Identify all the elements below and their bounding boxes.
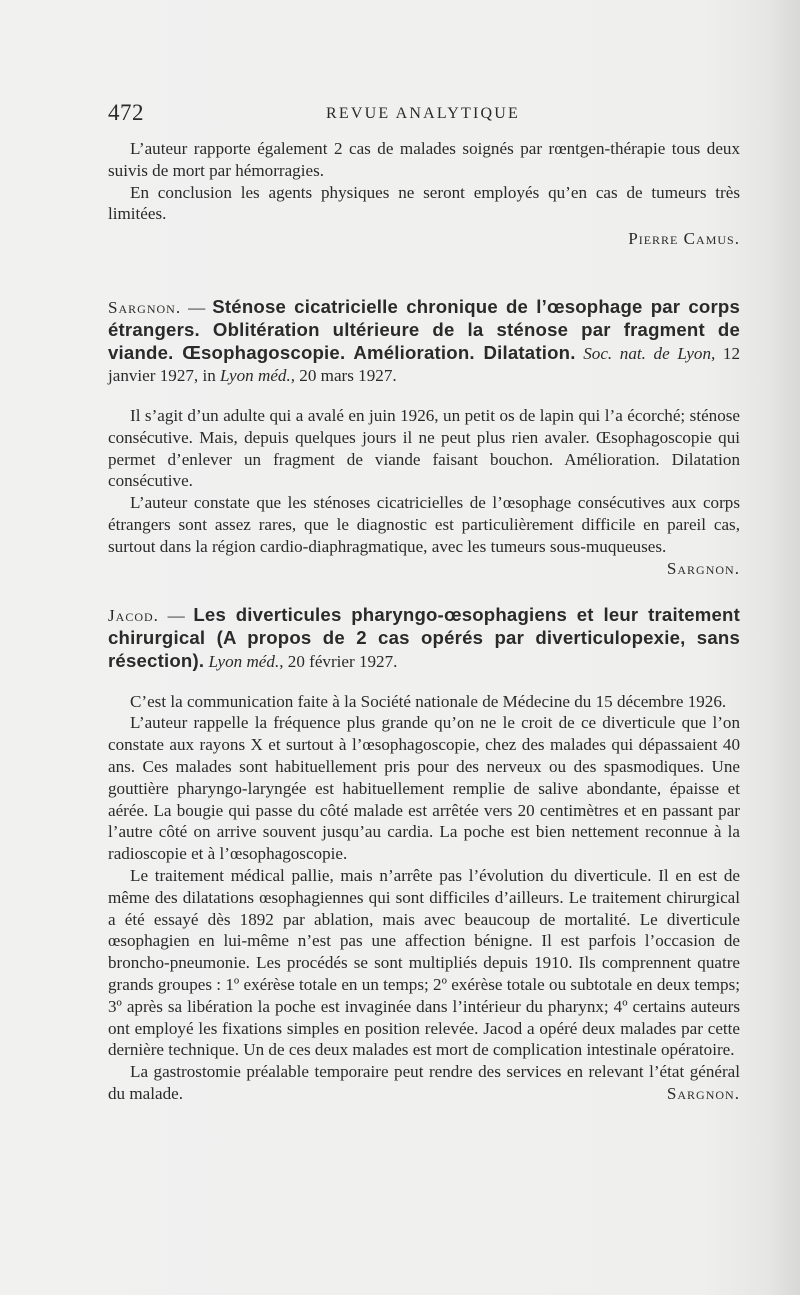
paragraph-with-signature [108,492,740,578]
entry-reference-date: 12 janvier 1927, in [108,343,741,385]
entry-heading [108,296,740,387]
review-signature [108,228,740,250]
review-entry-sargnon [108,295,741,578]
paragraph: L’auteur rapporte également 2 cas de malades soignés par rœntgen-thérapie tous deux suivis de mort par hémorragies. [108,139,740,180]
entry-author: Jacod. [108,605,159,625]
previous-review-end [108,138,740,250]
entry-reference-journal: Soc. nat. de Lyon, [583,343,716,363]
paragraph: Il s’agit d’un adulte qui a avalé en juin 1926, un petit os de lapin qui l’a écorché; sténose consécutive. Mais, depuis quelques jours il ne peut plus rien avaler. Œsophagoscopie qui permet d’enlever un fragment de viande faisant bouchon. Amélioration. Dilatation consécutive. [108,405,740,491]
entry-reference-journal: Lyon méd., [208,651,284,671]
entry-reference-date: 20 février 1927. [283,651,398,671]
paragraph: L’auteur rappelle la fréquence plus grande qu’on ne le croit de ce diverticule que l’on constate aux rayons X et surtout à l’œsophagoscopie, chez des malades qui dépassaient 40 ans. Ces malades sont habituellement pris pour des nerveux ou des spasmodiques. Une gouttière pharyngo-laryngée est habituellement remplie de salive abondante, épaisse et aérée. La bougie qui passe du côté malade est arrêtée vers 20 centimètres et en passant par l’autre côté on arrive souvent jusqu’au cardia. La poche est bien nettement reconnue à la radioscopie et à l’œsophagoscopie. [108,713,740,864]
page-number: 472 [108,100,144,125]
entry-author: Sargnon. [108,297,182,317]
entry-dash: — [181,297,213,317]
entry-dash: — [158,605,194,625]
page-body [108,138,740,1105]
paragraph-text: La gastrostomie préalable temporaire peut rendre des services en relevant l’état général du malade. [108,1062,740,1103]
page-header [108,100,738,130]
paragraph: Le traitement médical pallie, mais n’arrête pas l’évolution du diverticule. Il en est de même des dilatations œsophagiennes qui sont difficiles d’ailleurs. Le traitement chirurgical a été essayé dès 1892 par ablation, mais avec beaucoup de mortalité. Le diverticule œsophagien en lui-même n’est pas une affection bénigne. Il est parfois l’occasion de broncho-pneumonie. Les procédés se sont multipliés depuis 1910. Ils comprennent quatre grands groupes : 1º exérèse totale en un temps; 2º exérèse totale ou subtotale en deux temps; 3º après sa libération la poche est invaginée dans l’intérieur du pharynx; 4º certains auteurs ont employé les fixations simples en position relevée. Jacod a opéré deux malades par cette dernière technique. Un de ces deux malades est mort de complication intestinale opératoire. [108,865,740,1060]
paragraph-with-signature [108,1061,740,1105]
review-signature: Sargnon. [666,1083,740,1103]
entry-title: Sténose cicatricielle chronique de l’œsophage par corps étrangers. Oblitération ultérieure de la sténose par fragment de viande. Œsophagoscopie. Amélioration. Dilatation. [108,295,740,363]
running-title: REVUE ANALYTIQUE [325,105,521,122]
entry-reference-journal-2: Lyon méd., [220,365,296,385]
paragraph: En conclusion les agents physiques ne seront employés qu’en cas de tumeurs très limitées. [108,182,740,224]
review-signature: Sargnon. [666,558,740,578]
signature-text: Pierre Camus. [628,229,740,249]
paragraph-text: L’auteur constate que les sténoses cicatricielles de l’œsophage consécutives aux corps étrangers sont assez rares, que le diagnostic est particulièrement difficile en pareil cas, surtout dans la région cardio-diaphragmatique, avec les tumeurs sous-muqueuses. [108,493,740,556]
review-entry-jacod [108,604,740,1105]
entry-heading [108,604,740,673]
entry-reference-date-2: 20 mars 1927. [295,365,397,385]
entry-title: Les diverticules pharyngo-œsophagiens et leur traitement chirurgical (A propos de 2 cas opérés par diverticulopexie, sans résection). [108,603,740,671]
paragraph: C’est la communication faite à la Société nationale de Médecine du 15 décembre 1926. [130,691,727,711]
